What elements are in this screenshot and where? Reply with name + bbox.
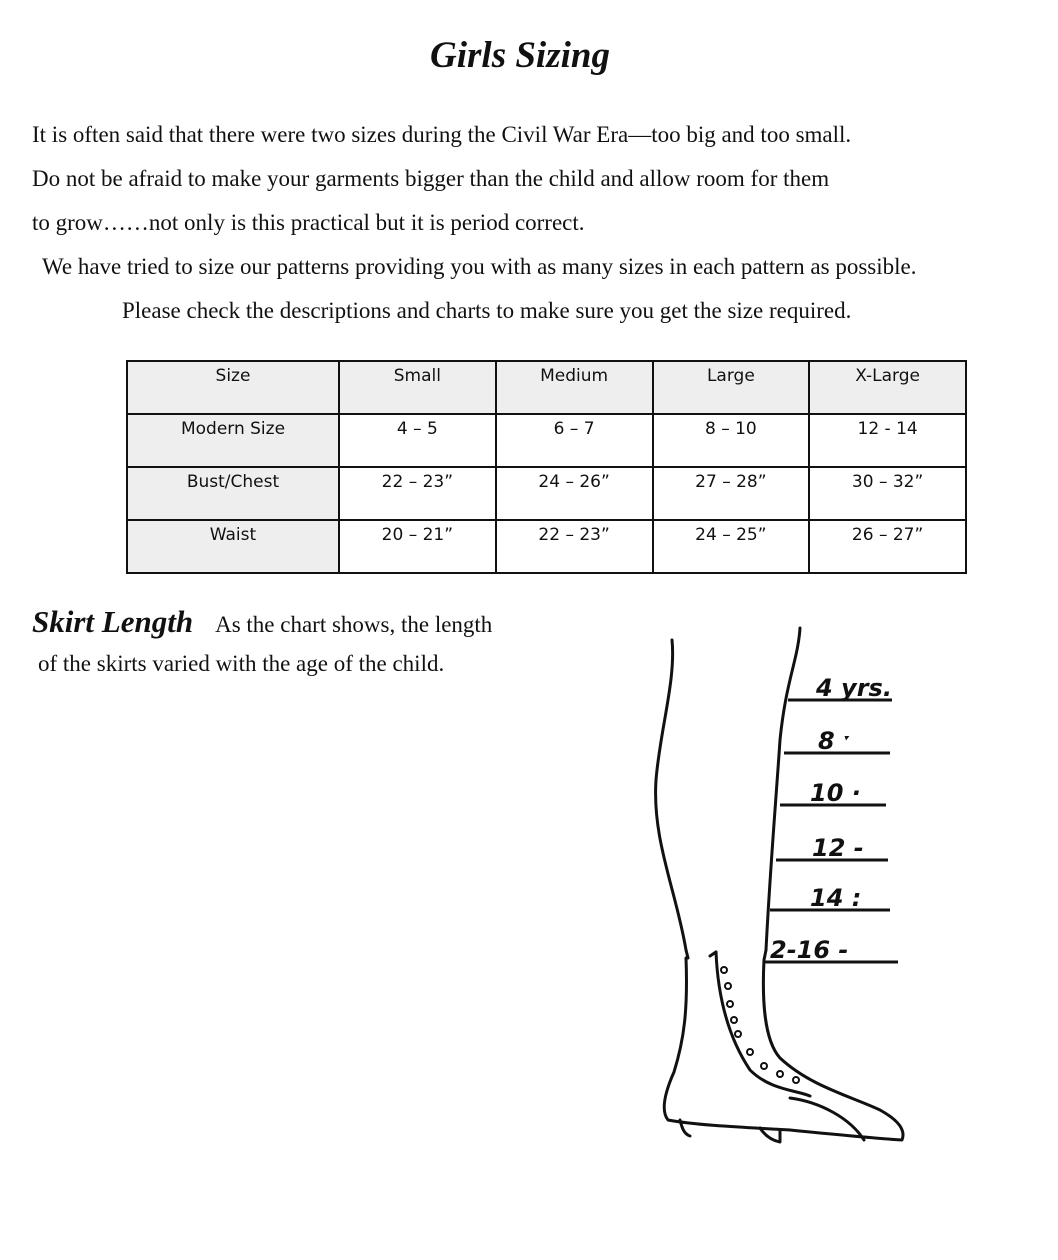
length-marker-label: 2-16 - [770, 936, 849, 964]
sizing-table [126, 360, 967, 574]
row-header: Waist [127, 520, 339, 573]
table-cell: 24 – 25” [653, 520, 810, 573]
table-row [127, 467, 966, 520]
column-header: Size [127, 361, 339, 414]
row-header: Bust/Chest [127, 467, 339, 520]
skirt-line-1 [32, 600, 592, 644]
table-cell: 22 – 23” [339, 467, 496, 520]
boot-button [735, 1031, 741, 1037]
table-cell: 22 – 23” [496, 520, 653, 573]
boot-button [727, 1001, 733, 1007]
length-marker-label: 8 ˑ [818, 727, 852, 755]
boot-button [721, 967, 727, 973]
length-marker-label: 14 : [810, 884, 862, 912]
intro-line: to grow……not only is this practical but it is period correct. [32, 210, 585, 235]
column-header: Medium [496, 361, 653, 414]
table-cell: 26 – 27” [809, 520, 966, 573]
skirt-text: of the skirts varied with the age of the child. [38, 651, 445, 676]
table-cell: 20 – 21” [339, 520, 496, 573]
table-cell: 12 - 14 [809, 414, 966, 467]
boot-button [731, 1017, 737, 1023]
intro-line: Do not be afraid to make your garments bigger than the child and allow room for them [32, 166, 830, 191]
leg-back-outline [656, 640, 686, 950]
table-row [127, 520, 966, 573]
skirt-text: As the chart shows, the length [215, 612, 493, 637]
table-cell: 30 – 32” [809, 467, 966, 520]
skirt-heading: Skirt Length [32, 604, 194, 639]
boot-button [747, 1049, 753, 1055]
intro-paragraph [32, 115, 1032, 335]
table-header-row [127, 361, 966, 414]
table-row [127, 414, 966, 467]
boot-leg-illustration [640, 620, 920, 1160]
length-marker-label: 4 yrs. [816, 674, 892, 702]
length-marker-label: 12 - [812, 834, 864, 862]
boot-back [664, 958, 903, 1140]
length-marker-label: 10 · [810, 779, 861, 807]
column-header: Large [653, 361, 810, 414]
boot-button [793, 1077, 799, 1083]
column-header: Small [339, 361, 496, 414]
boot-button [777, 1071, 783, 1077]
table-cell: 4 – 5 [339, 414, 496, 467]
skirt-length-section [32, 600, 592, 684]
boot-button [761, 1063, 767, 1069]
table-cell: 6 – 7 [496, 414, 653, 467]
column-header: X-Large [809, 361, 966, 414]
page-title: Girls Sizing [430, 35, 610, 76]
leg-front-outline [766, 628, 800, 950]
table-cell: 8 – 10 [653, 414, 810, 467]
intro-line: Please check the descriptions and charts to make sure you get the size required. [122, 298, 852, 323]
boot-top [686, 950, 766, 960]
table-cell: 27 – 28” [653, 467, 810, 520]
intro-line: We have tried to size our patterns providing you with as many sizes in each pattern as possible. [42, 254, 917, 279]
intro-line: It is often said that there were two sizes during the Civil War Era—too big and too small. [32, 122, 852, 147]
boot-button [725, 983, 731, 989]
table-cell: 24 – 26” [496, 467, 653, 520]
row-header: Modern Size [127, 414, 339, 467]
